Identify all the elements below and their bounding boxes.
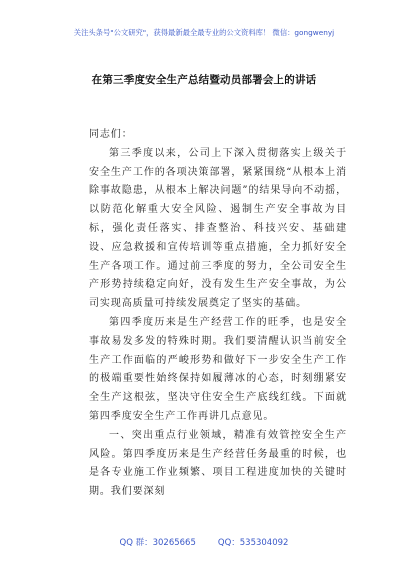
document-body [89,126,347,502]
header-banner: 关注头条号"公文研究"，获得最新最全最专业的公文资料库！ 微信：gongwenyj [73,28,335,37]
footer [0,536,408,548]
paragraph-3: 一、突出重点行业领域，精准有效管控安全生产风险。第四季度历来是生产经营任务最重的时候，也是各专业施工作业频繁、项目工程进度加快的关键时期。我们要深刻 [89,429,347,498]
salutation: 同志们： [89,129,133,140]
footer-qq: QQ：535304092 [217,538,289,548]
paragraph-2: 第四季度历来是生产经营工作的旺季，也是安全事故易发多发的特殊时期。我们要清醒认识当前安全生产工作面临的严峻形势和做好下一步安全生产工作的极端重要性始终保持如履薄冰的心态，时刻绷紧安全生产这根弦，坚决守住安全生产底线红线。下面就第四季度安全生产工作再讲几点意见。 [89,316,347,422]
document-title: 在第三季度安全生产总结暨动员部署会上的讲话 [91,74,317,86]
paragraph-1: 第三季度以来，公司上下深入贯彻落实上级关于安全生产工作的各项决策部署，紧紧围绕“从根本上消除事故隐患，从根本上解决问题”的结果导向不动摇，以防范化解重大安全风险、遏制生产安全事故为目标，强化责任落实、排查整治、科技兴安、基础建设、应急救援和宣传培训等重点措施，全力抓好安全生产各项工作。通过前三季度的努力，全公司安全生产形势持续稳定向好，没有发生生产安全事故，为公司实现高质量可持续发展奠定了坚实的基础。 [89,147,347,310]
footer-qq-group: QQ 群：30265665 [119,538,196,548]
